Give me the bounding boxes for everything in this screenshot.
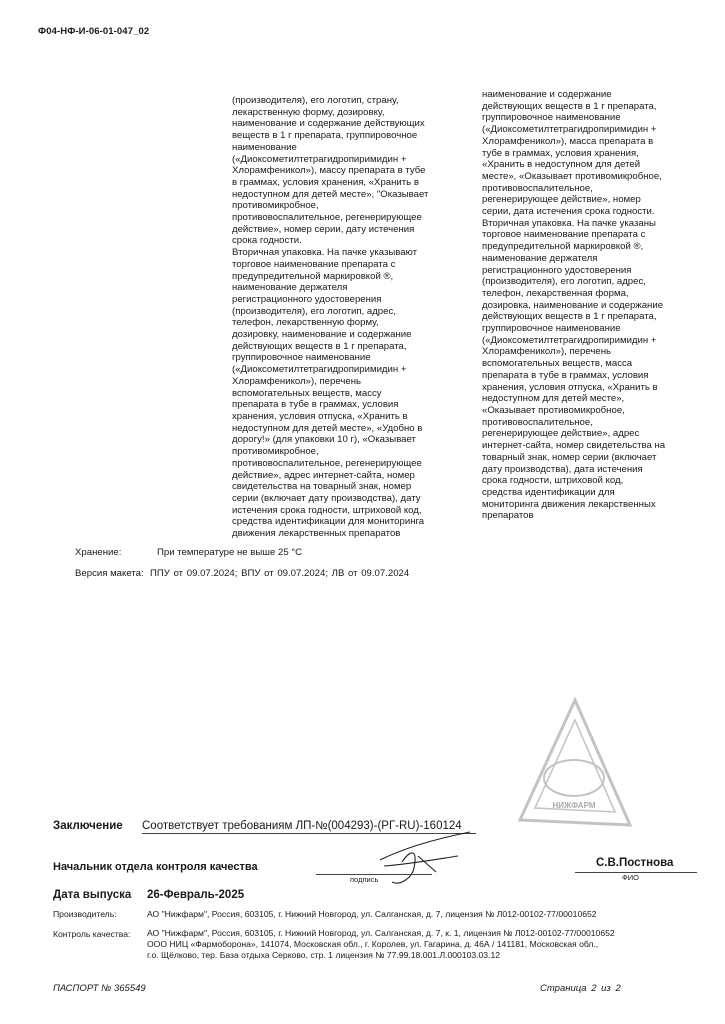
text-line: («Диоксометилтетрагидропиримидин + — [482, 334, 657, 346]
text-line: дозировку, наименование и содержание — [232, 329, 412, 341]
version-value: ППУ от 09.07.2024; ВПУ от 09.07.2024; ЛВ от 09.07.2024 — [150, 568, 410, 579]
text-line: («Диоксометилтетрагидропиримидин + — [482, 124, 657, 136]
version-label: Версия макета: — [75, 568, 144, 579]
text-line: наименование и содержание — [482, 89, 612, 100]
text-line: действие», номер серии, дату истечения — [232, 223, 415, 235]
quality-stamp-icon — [500, 690, 640, 840]
text-line: наименование держателя — [232, 282, 348, 294]
text-line: хранения, условия отпуска, «Хранить в — [232, 410, 408, 422]
quality-control-label: Контроль качества: — [53, 929, 131, 939]
text-line: в граммах, условия хранения, «Хранить в — [232, 176, 419, 188]
text-line: веществ в 1 г препарата, группировочное — [232, 130, 418, 142]
release-date-label: Дата выпуска — [53, 889, 132, 901]
text-line: действующих веществ в 1 г препарата, — [482, 100, 657, 112]
text-line: тубе в граммах, условия хранения, — [482, 147, 639, 159]
text-line: интернет-сайта, номер свидетельства на — [482, 440, 666, 452]
text-line: регенерирующее действие», адрес — [482, 428, 640, 440]
text-line: «Оказывает противомикробное, — [482, 404, 625, 416]
quality-control-value — [147, 928, 615, 960]
text-line: АО "Нижфарм", Россия, 603105, г. Нижний Новгород, ул. Салганская, д. 7, к. 1, лицензия № Л012-00102-77/00010652 — [147, 928, 615, 938]
text-line: вспомогательных веществ, масса — [482, 358, 633, 370]
text-line: предупредительной маркировкой ®, — [232, 270, 394, 282]
text-line: регенерирующее действие», номер — [482, 194, 641, 206]
text-line: предупредительной маркировкой ®, — [482, 241, 644, 253]
text-line: противовоспалительное, — [482, 416, 593, 428]
text-line: товарный знак, номер серии (включает — [482, 451, 657, 463]
text-line: недоступном для детей месте», "Оказывает — [232, 188, 429, 200]
text-line: лекарственную форму, дозировку, — [232, 106, 385, 118]
text-line: средства идентификации для мониторинга — [232, 516, 425, 528]
right-text-column — [482, 89, 697, 522]
conclusion-label: Заключение — [53, 820, 123, 832]
text-line: противовоспалительное, регенерирующее — [232, 457, 422, 469]
text-line: г.о. Щёлково, тер. База отдыха Серково, стр. 1 лицензия № 77.99.18.001.Л.000103.03.12 — [147, 949, 501, 960]
text-line: противомикробное, — [232, 200, 319, 212]
left-text-column — [232, 95, 472, 540]
text-line: телефон, лекарственную форму, — [232, 317, 379, 329]
text-line: препарата в тубе в граммах, условия — [482, 369, 649, 381]
text-line: действующих веществ в 1 г препарата, — [232, 340, 407, 352]
text-line: действие», адрес интернет-сайта, номер — [232, 469, 415, 481]
text-line: наименование держателя — [482, 252, 598, 264]
producer-label: Производитель: — [53, 909, 117, 919]
text-line: Хлорамфеникол»), перечень — [232, 375, 361, 387]
text-line: противовоспалительное, — [482, 182, 593, 194]
text-line: препаратов — [482, 510, 534, 522]
text-line: хранения, условия отпуска, «Хранить в — [482, 381, 658, 393]
text-line: движения лекарственных препаратов — [232, 528, 401, 540]
text-line: (производителя), его логотип, адрес, — [232, 305, 396, 317]
text-line: Вторичная упаковка. На пачке указывают — [232, 247, 418, 259]
text-line: противовоспалительное, регенерирующее — [232, 212, 422, 224]
text-line: Вторичная упаковка. На пачке указаны — [482, 217, 656, 229]
text-line: («Диоксометилтетрагидропиримидин + — [232, 364, 407, 376]
text-line: дату производства), дата истечения — [482, 463, 643, 475]
text-line: истечения срока годности, штриховой код, — [232, 504, 422, 516]
text-line: Хлорамфеникол»), перечень — [482, 346, 611, 358]
text-line: группировочное наименование — [232, 352, 371, 364]
conclusion-value: Соответствует требованиям ЛП-№(004293)-(РГ-RU)-160124 — [142, 820, 476, 834]
chief-label: Начальник отдела контроля качества — [53, 861, 258, 873]
text-line: группировочное наименование — [482, 112, 621, 124]
storage-value: При температуре не выше 25 °С — [157, 547, 303, 558]
text-line: регистрационного удостоверения — [232, 293, 382, 305]
text-line: ООО НИЦ «Фармоборона», 141074, Московская обл., г. Королев, ул. Гагарина, д. 46А / 141181, Московская обл., — [147, 938, 599, 949]
text-line: недоступном для детей месте», «Удобно в — [232, 422, 423, 434]
text-line: серии, дата истечения срока годности. — [482, 206, 655, 218]
text-line: Хлорамфеникол»), масса препарата в — [482, 135, 654, 147]
text-line: (производителя), его логотип, адрес, — [482, 276, 646, 288]
release-date-value: 26-Февраль-2025 — [147, 889, 245, 901]
producer-value: АО "Нижфарм", Россия, 603105, г. Нижний Новгород, ул. Салганская, д. 7, лицензия № Л012-00102-77/00010652 — [147, 909, 597, 919]
text-line: мониторинга движения лекарственных — [482, 498, 656, 510]
text-line: срока годности. — [232, 235, 302, 247]
text-line: наименование — [232, 141, 297, 153]
text-line: группировочное наименование — [482, 323, 621, 335]
text-line: наименование и содержание действующих — [232, 118, 425, 130]
text-line: (производителя), его логотип, страну, — [232, 95, 399, 106]
text-line: свидетельства на товарный знак, номер — [232, 481, 412, 493]
document-code: Ф04-НФ-И-06-01-047_02 — [38, 26, 150, 37]
text-line: вспомогательных веществ, массу — [232, 387, 382, 399]
text-line: средства идентификации для — [482, 486, 615, 498]
text-line: дозировка, наименование и содержание — [482, 299, 664, 311]
text-line: телефон, лекарственная форма, — [482, 287, 629, 299]
passport-number: ПАСПОРТ № 365549 — [53, 983, 146, 994]
text-line: («Диоксометилтетрагидропиримидин + — [232, 153, 407, 165]
text-line: торговое наименование препарата с — [232, 258, 396, 270]
text-line: недоступном для детей месте», — [482, 393, 625, 405]
chief-name: С.В.Постнова — [596, 857, 674, 869]
text-line: регистрационного удостоверения — [482, 264, 632, 276]
text-line: действующих веществ в 1 г препарата, — [482, 311, 657, 323]
text-line: противомикробное, — [232, 446, 319, 458]
text-line: препарата в тубе в граммах, условия — [232, 399, 399, 411]
signature-caption: подпись — [350, 875, 379, 884]
fio-caption: ФИО — [622, 873, 639, 882]
text-line: серии (включает дату производства), дату — [232, 492, 421, 504]
text-line: месте», «Оказывает противомикробное, — [482, 170, 662, 182]
text-line: дорогу!» (для упаковки 10 г), «Оказывает — [232, 434, 416, 446]
page-number: Страница 2 из 2 — [540, 983, 621, 994]
text-line: срока годности, штриховой код, — [482, 475, 624, 487]
stamp-text: НИЖФАРМ — [552, 801, 596, 810]
storage-label: Хранение: — [75, 547, 122, 558]
text-line: торговое наименование препарата с — [482, 229, 646, 241]
text-line: Хлорамфеникол»), массу препарата в тубе — [232, 165, 426, 177]
text-line: «Хранить в недоступном для детей — [482, 159, 641, 171]
